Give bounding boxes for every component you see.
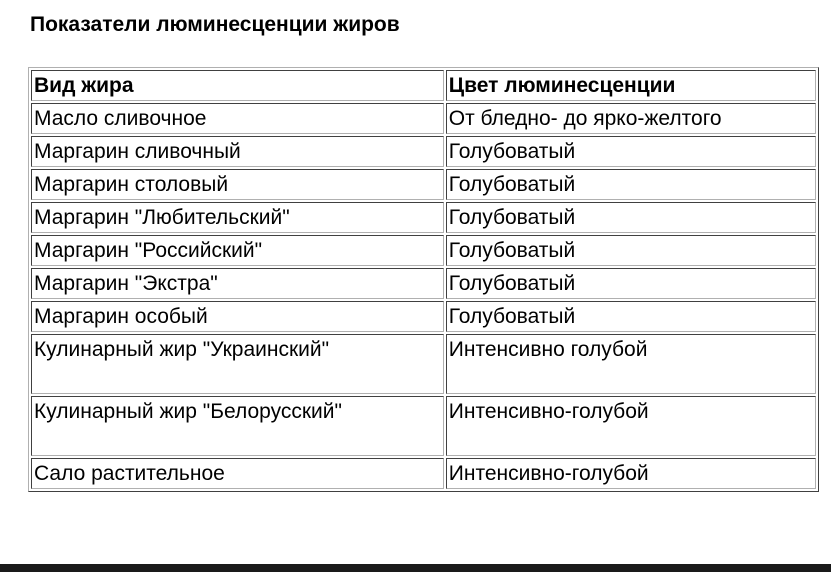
- luminescence-color-cell: Голубоватый: [446, 268, 816, 299]
- fat-type-cell: Маргарин особый: [31, 301, 444, 332]
- page-title: Показатели люминесценции жиров: [30, 13, 400, 36]
- fat-type-cell: Сало растительное: [31, 458, 444, 489]
- fat-type-cell: Маргарин "Российский": [31, 235, 444, 266]
- table-row: [31, 458, 816, 489]
- luminescence-color-cell: От бледно- до ярко-желтого: [446, 103, 816, 134]
- table-row: [31, 103, 816, 134]
- luminescence-color-cell: Интенсивно-голубой: [446, 458, 816, 489]
- table-row: [31, 268, 816, 299]
- column-header-fat-type: Вид жира: [31, 70, 444, 101]
- fat-type-cell: Маргарин "Экстра": [31, 268, 444, 299]
- fat-type-cell: Маргарин сливочный: [31, 136, 444, 167]
- table-row: [31, 301, 816, 332]
- fat-type-cell: Масло сливочное: [31, 103, 444, 134]
- table-header-row: [31, 70, 816, 101]
- fat-type-cell: Маргарин "Любительский": [31, 202, 444, 233]
- fat-type-cell: Маргарин столовый: [31, 169, 444, 200]
- table-row: [31, 169, 816, 200]
- table-row: [31, 235, 816, 266]
- fat-type-cell: Кулинарный жир "Украинский": [31, 334, 444, 394]
- fat-type-cell: Кулинарный жир "Белорусский": [31, 396, 444, 456]
- column-header-luminescence-color: Цвет люминесценции: [446, 70, 816, 101]
- luminescence-color-cell: Голубоватый: [446, 136, 816, 167]
- luminescence-color-cell: Голубоватый: [446, 301, 816, 332]
- bottom-divider-bar: [0, 564, 831, 572]
- table-row: [31, 136, 816, 167]
- luminescence-color-cell: Голубоватый: [446, 202, 816, 233]
- luminescence-table: [28, 67, 819, 492]
- luminescence-color-cell: Интенсивно голубой: [446, 334, 816, 394]
- table-row: [31, 396, 816, 456]
- luminescence-color-cell: Голубоватый: [446, 169, 816, 200]
- table-row: [31, 334, 816, 394]
- luminescence-color-cell: Интенсивно-голубой: [446, 396, 816, 456]
- luminescence-color-cell: Голубоватый: [446, 235, 816, 266]
- table-row: [31, 202, 816, 233]
